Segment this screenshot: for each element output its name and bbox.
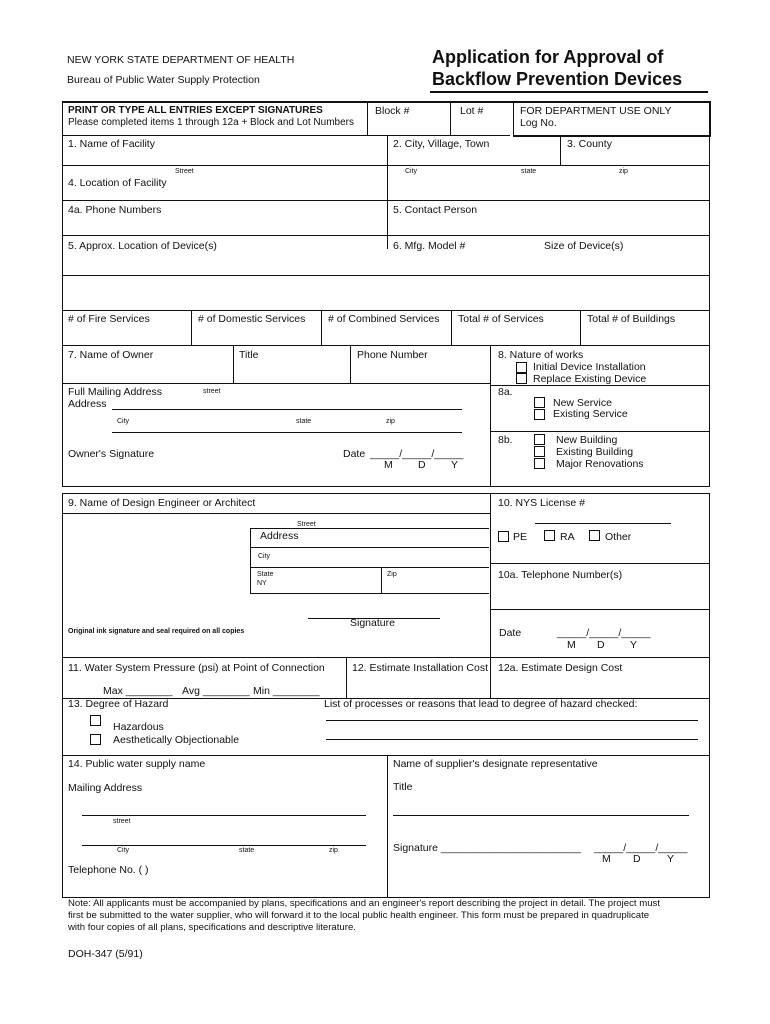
supplier-mailing-address-label: Mailing Address xyxy=(68,782,143,794)
divider xyxy=(62,200,710,201)
state-caption: State xyxy=(257,571,274,578)
new-service-checkbox[interactable] xyxy=(534,397,545,408)
title-underline xyxy=(430,91,708,93)
new-service-label: New Service xyxy=(553,397,612,409)
public-water-supply-field[interactable]: 14. Public water supply name xyxy=(68,758,206,770)
existing-building-label: Existing Building xyxy=(556,446,634,458)
engineer-address-field[interactable]: Address xyxy=(260,530,299,542)
divider xyxy=(490,385,710,386)
owner-date-field[interactable]: _____/_____/_____ xyxy=(370,448,464,460)
zip-caption: Zip xyxy=(387,571,397,578)
engineer-signature-label: Signature xyxy=(350,617,395,629)
divider xyxy=(62,383,491,384)
divider xyxy=(62,493,710,494)
divider xyxy=(62,755,710,756)
divider xyxy=(580,310,581,345)
owner-city-line[interactable] xyxy=(112,432,462,433)
supplier-representative-field[interactable]: Name of supplier's designate representative xyxy=(393,758,598,770)
note-line-3: with four copies of all plans, specifications and descriptive literature. xyxy=(68,922,356,933)
replace-existing-checkbox[interactable] xyxy=(516,373,527,384)
supplier-street-line[interactable] xyxy=(82,815,366,816)
water-pressure-label: 11. Water System Pressure (psi) at Point of Connection xyxy=(68,662,325,674)
month-caption: M xyxy=(384,459,393,471)
existing-service-checkbox[interactable] xyxy=(534,409,545,420)
aesthetic-label: Aesthetically Objectionable xyxy=(113,734,240,746)
day-caption: D xyxy=(633,853,641,865)
divider xyxy=(250,528,251,594)
combined-services-field[interactable]: # of Combined Services xyxy=(328,313,440,325)
note-line-1: Note: All applicants must be accompanied by plans, specifications and an engineer's report describing the project in detail. The project must xyxy=(68,898,661,909)
state-caption: state xyxy=(239,847,255,854)
design-engineer-field[interactable]: 9. Name of Design Engineer or Architect xyxy=(68,497,256,509)
day-caption: D xyxy=(418,459,426,471)
divider xyxy=(490,493,491,699)
ra-label: RA xyxy=(560,531,575,543)
department-use-label: FOR DEPARTMENT USE ONLY xyxy=(520,105,672,117)
fire-services-field[interactable]: # of Fire Services xyxy=(68,313,150,325)
item-8b-label: 8b. xyxy=(498,434,513,446)
divider xyxy=(62,345,710,346)
divider xyxy=(381,567,382,594)
city-caption: City xyxy=(405,168,418,175)
owners-signature-field[interactable]: Owner's Signature xyxy=(68,448,155,460)
hazard-reason-line-1[interactable] xyxy=(326,720,698,721)
instructions-heading: PRINT OR TYPE ALL ENTRIES EXCEPT SIGNATURES xyxy=(68,105,323,116)
min-pressure-field[interactable]: Min ________ xyxy=(253,685,320,697)
supplier-signature-field[interactable]: Signature ________________________ xyxy=(393,842,582,854)
total-services-field[interactable]: Total # of Services xyxy=(458,313,544,325)
owner-phone-field[interactable]: Phone Number xyxy=(357,349,428,361)
hazard-reason-line-2[interactable] xyxy=(326,739,698,740)
note-line-2: first be submitted to the water supplier, who will forward it to the local public health engineer. This form must be prepared in quadruplicate xyxy=(68,910,650,921)
street-caption: Street xyxy=(297,521,316,528)
zip-caption: zip xyxy=(619,168,628,175)
divider xyxy=(490,345,491,487)
engineer-date-label: Date xyxy=(499,627,522,639)
divider xyxy=(346,657,347,699)
form-title-line1: Application for Approval of xyxy=(432,47,664,67)
city-caption: City xyxy=(117,847,130,854)
major-renovations-label: Major Renovations xyxy=(556,458,644,470)
hazardous-checkbox[interactable] xyxy=(90,715,101,726)
approx-location-field[interactable]: 5. Approx. Location of Device(s) xyxy=(68,240,217,252)
total-buildings-field[interactable]: Total # of Buildings xyxy=(587,313,676,325)
year-caption: Y xyxy=(630,639,638,651)
divider xyxy=(62,310,710,311)
avg-pressure-field[interactable]: Avg ________ xyxy=(182,685,250,697)
size-of-devices-field[interactable]: Size of Device(s) xyxy=(544,240,624,252)
license-number-line[interactable] xyxy=(535,523,671,524)
bureau-name: Bureau of Public Water Supply Protection xyxy=(67,74,260,86)
supplier-telephone-field[interactable]: Telephone No. ( ) xyxy=(68,864,149,876)
replace-existing-label: Replace Existing Device xyxy=(533,373,647,385)
state-caption: state xyxy=(521,168,537,175)
divider xyxy=(62,165,710,166)
pe-label: PE xyxy=(513,531,528,543)
divider xyxy=(62,275,710,276)
supplier-city-line[interactable] xyxy=(82,845,366,846)
divider xyxy=(560,135,561,165)
zip-caption: zip xyxy=(329,847,338,854)
new-building-label: New Building xyxy=(556,434,618,446)
design-cost-field[interactable]: 12a. Estimate Design Cost xyxy=(498,662,623,674)
divider xyxy=(250,528,489,529)
hazard-reasons-label: List of processes or reasons that lead to degree of hazard checked: xyxy=(324,698,638,710)
city-caption: City xyxy=(117,418,130,425)
installation-cost-field[interactable]: 12. Estimate Installation Cost xyxy=(352,662,488,674)
year-caption: Y xyxy=(667,853,675,865)
divider xyxy=(191,310,192,345)
form-title-line2: Backflow Prevention Devices xyxy=(432,69,683,89)
divider xyxy=(350,345,351,383)
divider xyxy=(250,567,489,568)
item-8a-label: 8a. xyxy=(498,386,513,398)
divider xyxy=(62,235,710,236)
divider xyxy=(62,513,490,514)
degree-of-hazard-label: 13. Degree of Hazard xyxy=(68,698,169,710)
mfg-model-field[interactable]: 6. Mfg. Model # xyxy=(393,240,466,252)
divider xyxy=(250,593,489,594)
street-caption: Street xyxy=(175,168,194,175)
aesthetic-checkbox[interactable] xyxy=(90,734,101,745)
other-checkbox[interactable] xyxy=(589,530,600,541)
day-caption: D xyxy=(597,639,605,651)
supplier-title-line[interactable] xyxy=(393,815,689,816)
year-caption: Y xyxy=(451,459,459,471)
existing-building-checkbox[interactable] xyxy=(534,446,545,457)
name-of-owner-field[interactable]: 7. Name of Owner xyxy=(68,349,154,361)
hazardous-label: Hazardous xyxy=(113,721,164,733)
supplier-title-field[interactable]: Title xyxy=(393,781,413,793)
name-of-facility-field[interactable]: 1. Name of Facility xyxy=(68,138,155,150)
instructions-text: Please completed items 1 through 12a + Block and Lot Numbers xyxy=(68,117,354,128)
domestic-services-field[interactable]: # of Domestic Services xyxy=(198,313,306,325)
supplier-date-field[interactable]: _____/_____/_____ xyxy=(594,842,688,854)
department-name: NEW YORK STATE DEPARTMENT OF HEALTH xyxy=(67,54,295,66)
city-village-town-field[interactable]: 2. City, Village, Town xyxy=(393,138,490,150)
month-caption: M xyxy=(567,639,576,651)
phone-numbers-field[interactable]: 4a. Phone Numbers xyxy=(68,204,162,216)
new-building-checkbox[interactable] xyxy=(534,434,545,445)
divider xyxy=(451,310,452,345)
divider xyxy=(367,101,368,136)
divider xyxy=(62,493,63,898)
owner-street-line[interactable] xyxy=(112,409,462,410)
owner-title-field[interactable]: Title xyxy=(239,349,259,361)
log-number-label: Log No. xyxy=(520,117,557,129)
state-value: NY xyxy=(257,580,267,587)
street-caption: street xyxy=(203,388,221,395)
location-of-facility-field[interactable]: 4. Location of Facility xyxy=(68,177,167,189)
divider xyxy=(233,345,234,383)
other-label: Other xyxy=(605,531,632,543)
nys-license-field[interactable]: 10. NYS License # xyxy=(498,497,585,509)
divider xyxy=(321,310,322,345)
divider xyxy=(62,657,710,658)
form-left-border xyxy=(62,101,63,487)
existing-service-label: Existing Service xyxy=(553,408,628,420)
pe-checkbox[interactable] xyxy=(498,531,509,542)
street-caption: street xyxy=(113,818,131,825)
ra-checkbox[interactable] xyxy=(544,530,555,541)
divider xyxy=(387,755,388,898)
initial-installation-label: Initial Device Installation xyxy=(533,361,646,373)
original-ink-note: Original ink signature and seal required on all copies xyxy=(68,628,245,635)
divider xyxy=(450,101,451,136)
block-number-field[interactable]: Block # xyxy=(375,105,410,117)
form-number: DOH-347 (5/91) xyxy=(68,948,143,960)
lot-number-field[interactable]: Lot # xyxy=(460,105,484,117)
divider xyxy=(250,547,489,548)
city-caption: City xyxy=(258,553,271,560)
mailing-address-label-2: Address xyxy=(68,398,107,410)
divider xyxy=(709,493,710,898)
divider xyxy=(62,486,710,487)
divider xyxy=(490,431,710,432)
mailing-address-label: Full Mailing Address xyxy=(68,386,162,398)
owner-date-label: Date xyxy=(343,448,366,460)
engineer-date-field[interactable]: _____/_____/_____ xyxy=(557,627,651,639)
month-caption: M xyxy=(602,853,611,865)
nature-of-works-label: 8. Nature of works xyxy=(498,349,584,361)
zip-caption: zip xyxy=(386,418,395,425)
max-pressure-field[interactable]: Max ________ xyxy=(103,685,173,697)
divider xyxy=(62,135,510,136)
county-field[interactable]: 3. County xyxy=(567,138,612,150)
contact-person-field[interactable]: 5. Contact Person xyxy=(393,204,478,216)
state-caption: state xyxy=(296,418,312,425)
divider xyxy=(387,135,388,249)
major-renovations-checkbox[interactable] xyxy=(534,458,545,469)
engineer-telephone-field[interactable]: 10a. Telephone Number(s) xyxy=(498,569,623,581)
divider xyxy=(490,609,710,610)
divider xyxy=(490,563,710,564)
initial-installation-checkbox[interactable] xyxy=(516,362,527,373)
